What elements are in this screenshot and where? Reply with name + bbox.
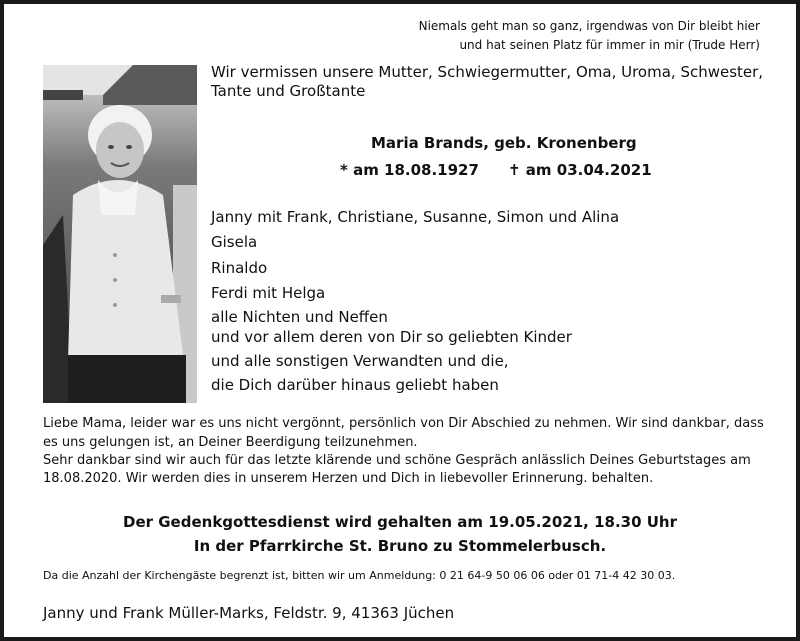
mourner-line: Janny mit Frank, Christiane, Susanne, Simon und Alina	[211, 208, 620, 226]
mourner-line: und alle sonstigen Verwandten und die,	[211, 352, 509, 370]
intro-line-1: Wir vermissen unsere Mutter, Schwiegermutter, Oma, Uroma, Schwester,	[211, 63, 764, 81]
motto-line-1: Niemals geht man so ganz, irgendwas von Dir bleibt hier	[418, 19, 760, 33]
birth-date: * am 18.08.1927	[340, 161, 479, 179]
contact-address: Janny und Frank Müller-Marks, Feldstr. 9, 41363 Jüchen	[43, 604, 455, 622]
message-line: es uns gelungen ist, an Deiner Beerdigung teilzunehmen.	[43, 435, 418, 450]
service-line-1: Der Gedenkgottesdienst wird gehalten am 19.05.2021, 18.30 Uhr	[123, 513, 677, 531]
motto-line-2: und hat seinen Platz für immer in mir (Trude Herr)	[459, 38, 760, 52]
intro-line-2: Tante und Großtante	[211, 82, 366, 100]
registration-notice: Da die Anzahl der Kirchengäste begrenzt ist, bitten wir um Anmeldung: 0 21 64-9 50 06 06 oder 01 71-4 42 30 03.	[43, 569, 676, 582]
message-line: Liebe Mama, leider war es uns nicht vergönnt, persönlich von Dir Abschied zu nehmen. Wir sind dankbar, dass	[43, 416, 764, 431]
death-date: ✝ am 03.04.2021	[508, 161, 652, 179]
message-line: 18.08.2020. Wir werden dies in unserem Herzen und Dich in liebevoller Erinnerung. behalten.	[43, 471, 654, 486]
message-line: Sehr dankbar sind wir auch für das letzte klärende und schöne Gespräch anlässlich Deines Geburtstages am	[43, 453, 751, 468]
mourner-line: Ferdi mit Helga	[211, 284, 326, 302]
mourner-line: Rinaldo	[211, 259, 268, 277]
deceased-name: Maria Brands, geb. Kronenberg	[371, 134, 637, 152]
mourner-line: und vor allem deren von Dir so geliebten Kinder	[211, 328, 572, 346]
portrait-photo	[43, 65, 197, 403]
mourner-line: Gisela	[211, 233, 258, 251]
mourner-line: alle Nichten und Neffen	[211, 308, 388, 326]
mourner-line: die Dich darüber hinaus geliebt haben	[211, 376, 499, 394]
service-line-2: In der Pfarrkirche St. Bruno zu Stommelerbusch.	[193, 537, 607, 555]
